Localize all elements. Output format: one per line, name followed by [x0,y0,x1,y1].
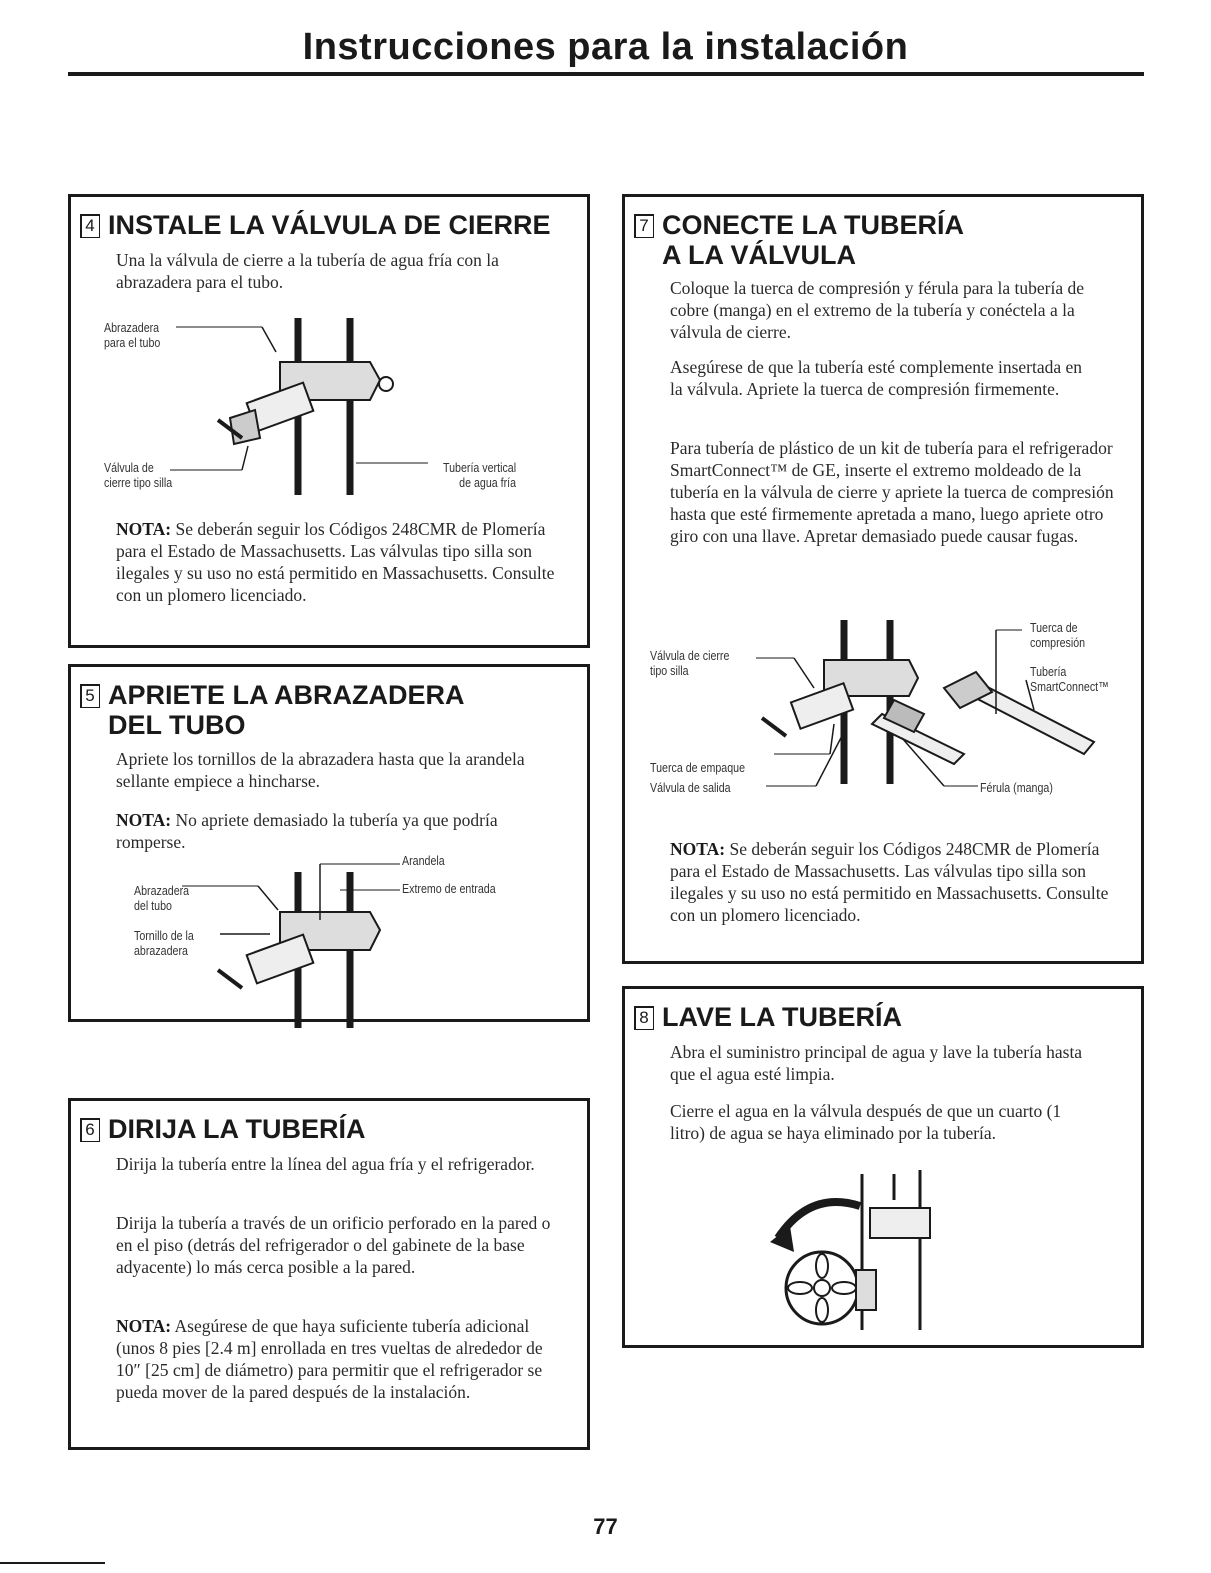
step-4-heading: 4 INSTALE LA VÁLVULA DE CIERRE [80,210,551,240]
step-6-number: 6 [80,1118,100,1142]
step-5-heading: 5 APRIETE LA ABRAZADERA DEL TUBO [80,680,465,740]
step-7-p1: Coloque la tuerca de compresión y férula para la tubería de cobre (manga) en el extremo de la tubería y conéctela a la válvula de cierre. [670,278,1084,342]
page-number: 77 [593,1514,618,1539]
label-ferrule: Férula (manga) [980,780,1053,795]
label-washer: Arandela [402,853,445,868]
label-vertical-pipe: Tubería vertical de agua fría [443,460,517,490]
step-7-p2: Asegúrese de que la tubería esté complemente insertada en la válvula. Apriete la tuerca de compresión firmemente. [670,357,1083,399]
label-outlet-valve: Válvula de salida [650,780,731,795]
step-8-heading: 8 LAVE LA TUBERÍA [634,1002,902,1032]
step-4-number: 4 [80,214,100,238]
step-7-heading: 7 CONECTE LA TUBERÍA A LA VÁLVULA [634,210,964,270]
step-4-text: Una la válvula de cierre a la tubería de agua fría con la abrazadera para el tubo. [116,250,499,292]
page-title: Instrucciones para la instalación [302,26,909,68]
footer-rule [0,1562,105,1564]
step-8-p1: Abra el suministro principal de agua y lave la tubería hasta que el agua esté limpia. [670,1042,1083,1084]
label-clamp-screw: Tornillo de la abrazadera [134,928,194,958]
step-8-number: 8 [634,1006,654,1030]
label-inlet: Extremo de entrada [402,881,496,896]
label-smartconnect-tubing: Tubería SmartConnect™ [1030,664,1109,694]
step-7-number: 7 [634,214,654,238]
label-compression-nut: Tuerca de compresión [1030,620,1086,650]
step-7-p3: Para tubería de plástico de un kit de tubería para el refrigerador SmartConnect™ de GE, inserte el extremo moldeado de la tubería en la válvula de cierre y apriete la tuerca de compresión hasta que esté firmemente apretada a mano, luego apriete otro giro con una llave. Apretar demasiado puede causar fugas. [670,438,1114,546]
step-4-note: NOTA: Se deberán seguir los Códigos 248CMR de Plomería para el Estado de Massachusetts. Las válvulas tipo silla son ilegales y su uso no está permitido en Massachusetts. Consulte con un plomero licenciado. [116,519,555,605]
valve-handle-diagram [770,1170,990,1340]
step-6-heading: 6 DIRIJA LA TUBERÍA [80,1114,366,1144]
step-7-note: NOTA: Se deberán seguir los Códigos 248CMR de Plomería para el Estado de Massachusetts. Las válvulas tipo silla son ilegales y su uso no está permitido en Massachusetts. Consulte con un plomero licenciado. [670,839,1109,925]
label-packing-nut: Tuerca de empaque [650,760,746,775]
step-5-text: Apriete los tornillos de la abrazadera hasta que la arandela sellante empiece a hincharse. [116,749,525,791]
title-rule [68,72,1144,76]
label-saddle-valve: Válvula de cierre tipo silla [104,460,173,490]
label-pipe-clamp: Abrazadera del tubo [134,883,190,913]
step-5-number: 5 [80,684,100,708]
step-5-note: NOTA: No apriete demasiado la tubería ya que podría romperse. [116,810,498,852]
step-6-note: NOTA: Asegúrese de que haya suficiente tubería adicional (unos 8 pies [2.4 m] enrollada en tres vueltas de alrededor de 10″ [25 cm] de diámetro) para permitir que el refrigerador se pueda mover de la pared después de la instalación. [116,1316,543,1402]
step-8-p2: Cierre el agua en la válvula después de que un cuarto (1 litro) de agua se haya eliminado por la tubería. [670,1101,1062,1143]
label-saddle-valve-7: Válvula de cierre tipo silla [650,648,730,678]
step-6-p1: Dirija la tubería entre la línea del agua fría y el refrigerador. [116,1154,535,1174]
label-clamp: Abrazadera para el tubo [104,320,161,350]
step-6-p2: Dirija la tubería a través de un orificio perforado en la pared o en el piso (detrás del refrigerador o del gabinete de la base adyacente) lo más cerca posible a la pared. [116,1213,551,1277]
